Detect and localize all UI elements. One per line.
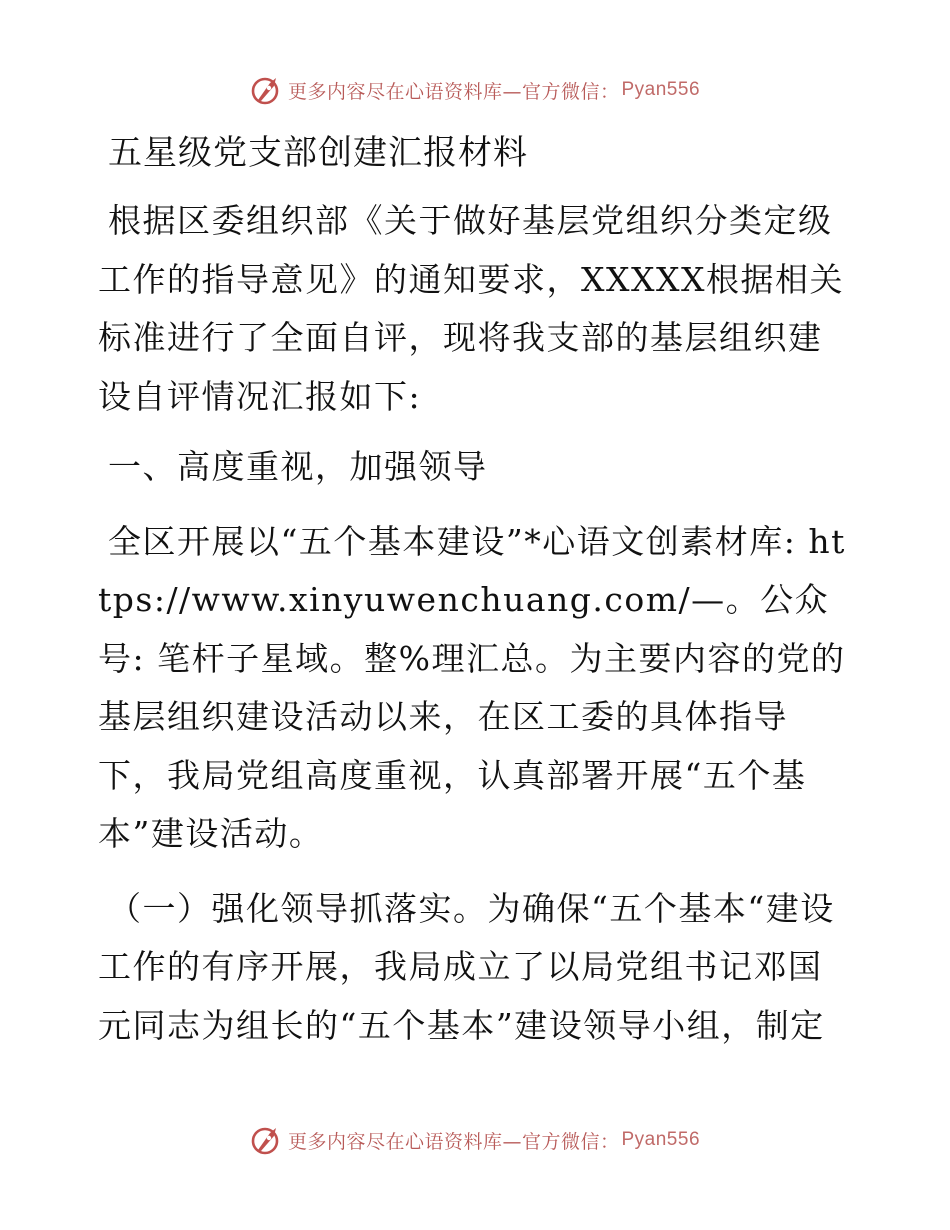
header-banner-text: 更多内容尽在心语资料库—官方微信： — [287, 80, 620, 103]
pen-nib-logo-icon — [250, 74, 282, 106]
pen-nib-logo-icon — [250, 1124, 282, 1156]
footer-watermark-banner — [0, 1120, 950, 1160]
paragraph-section-1: 全区开展以“五个基本建设”*心语文创素材库: https://www.xinyuwenchuang.com/—。公众号: 笔杆子星域。整%理汇总。为主要内容的党的基层组织建设活动以来，在区工委的具体指导下，我局党组高度重视，认真部署开展“五个基本”建设活动。 — [98, 521, 846, 853]
footer-banner-text: 更多内容尽在心语资料库—官方微信： — [287, 1130, 620, 1153]
footer-wechat-id: Pyan556 — [621, 1129, 701, 1150]
section-heading-1: 一、高度重视，加强领导 — [108, 447, 488, 486]
paragraph-subsection-1: （一）强化领导抓落实。为确保“五个基本“建设工作的有序开展，我局成立了以局党组书记邓国元同志为组长的“五个基本”建设领导小组，制定 — [98, 888, 835, 1045]
paragraph-intro: 根据区委组织部《关于做好基层党组织分类定级工作的指导意见》的通知要求，XXXXX根据相关标准进行了全面自评，现将我支部的基层组织建设自评情况汇报如下: — [98, 201, 844, 416]
header-watermark-banner — [0, 70, 950, 110]
document-title: 五星级党支部创建汇报材料 — [108, 133, 528, 173]
header-wechat-id: Pyan556 — [621, 79, 701, 100]
document-body — [98, 120, 853, 1055]
